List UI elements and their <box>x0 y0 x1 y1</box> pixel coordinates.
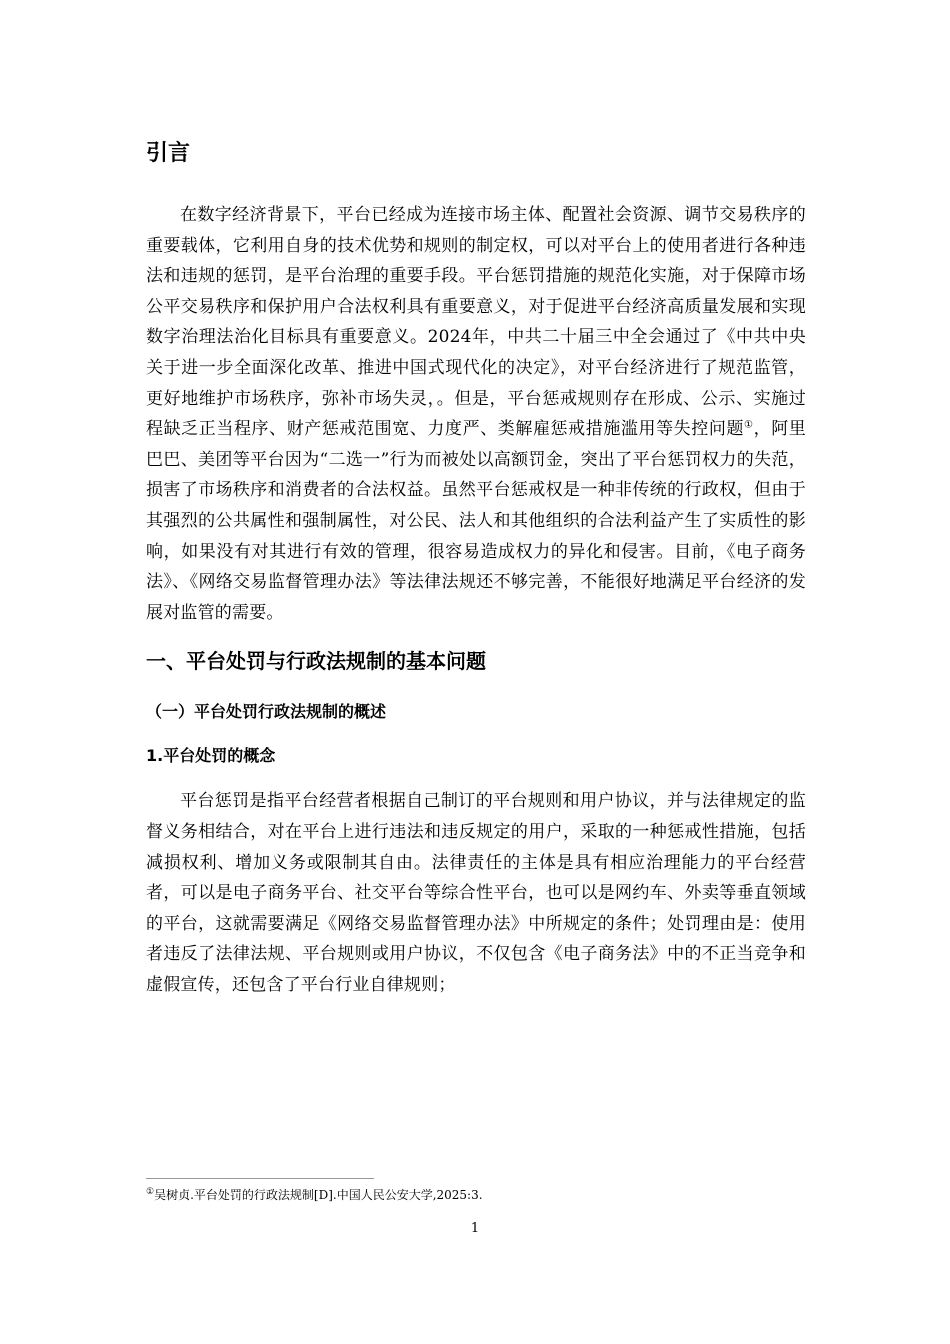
intro-text-part-2: ，阿里巴巴、美团等平台因为“二选一”行为而被处以高额罚金，突出了平台惩罚权力的失范，损害了市场秩序和消费者的合法权益。虽然平台惩戒权是一种非传统的行政权，但由于其强烈的公共属性和强制属性，对公民、法人和其他组织的合法利益产生了实质性的影响，如果没有对其进行有效的管理，很容易造成权力的异化和侵害。目前，《电子商务法》、《网络交易监督管理办法》等法律法规还不够完善，不能很好地满足平台经济的发展对监管的需要。 <box>146 419 806 623</box>
item-heading: 1.平台处罚的概念 <box>146 746 276 766</box>
footnote-divider <box>146 1178 374 1179</box>
footnote-reference-mark[interactable]: ① <box>744 419 754 431</box>
subsection-heading: （一）平台处罚行政法规制的概述 <box>146 702 387 722</box>
footnote-mark: ① <box>146 1187 155 1197</box>
intro-text-part-1: 在数字经济背景下，平台已经成为连接市场主体、配置社会资源、调节交易秩序的重要载体，它利用自身的技术优势和规则的制定权，可以对平台上的使用者进行各种违法和违规的惩罚，是平台治理的重要手段。平台惩罚措施的规范化实施，对于保障市场公平交易秩序和保护用户合法权利具有重要意义，对于促进平台经济高质量发展和实现数字治理法治化目标具有重要意义。2024年，中共二十届三中全会通过了《中共中央关于进一步全面深化改革、推进中国式现代化的决定》，对平台经济进行了规范监管，更好地维护市场秩序，弥补市场失灵，。但是，平台惩戒规则存在形成、公示、实施过程缺乏正当程序、财产惩戒范围宽、力度严、类解雇惩戒措施滥用等失控问题 <box>146 205 806 440</box>
section-heading: 一、平台处罚与行政法规制的基本问题 <box>146 649 486 674</box>
definition-paragraph: 平台惩罚是指平台经营者根据自己制订的平台规则和用户协议，并与法律规定的监督义务相结合，对在平台上进行违法和违反规定的用户，采取的一种惩戒性措施，包括减损权利、增加义务或限制其自由。法律责任的主体是具有相应治理能力的平台经营者，可以是电子商务平台、社交平台等综合性平台，也可以是网约车、外卖等垂直领域的平台，这就需要满足《网络交易监督管理办法》中所规定的条件；处罚理由是：使用者违反了法律法规、平台规则或用户协议，不仅包含《电子商务法》中的不正当竞争和虚假宣传，还包含了平台行业自律规则； <box>146 791 806 995</box>
intro-heading: 引言 <box>146 141 191 166</box>
page-number: 1 <box>470 1221 480 1236</box>
page-body <box>146 136 806 1000</box>
intro-paragraph <box>146 200 806 628</box>
footnote-text: 吴树贞.平台处罚的行政法规制[D].中国人民公安大学,2025:3. <box>154 1188 483 1202</box>
footnote <box>146 1186 806 1204</box>
